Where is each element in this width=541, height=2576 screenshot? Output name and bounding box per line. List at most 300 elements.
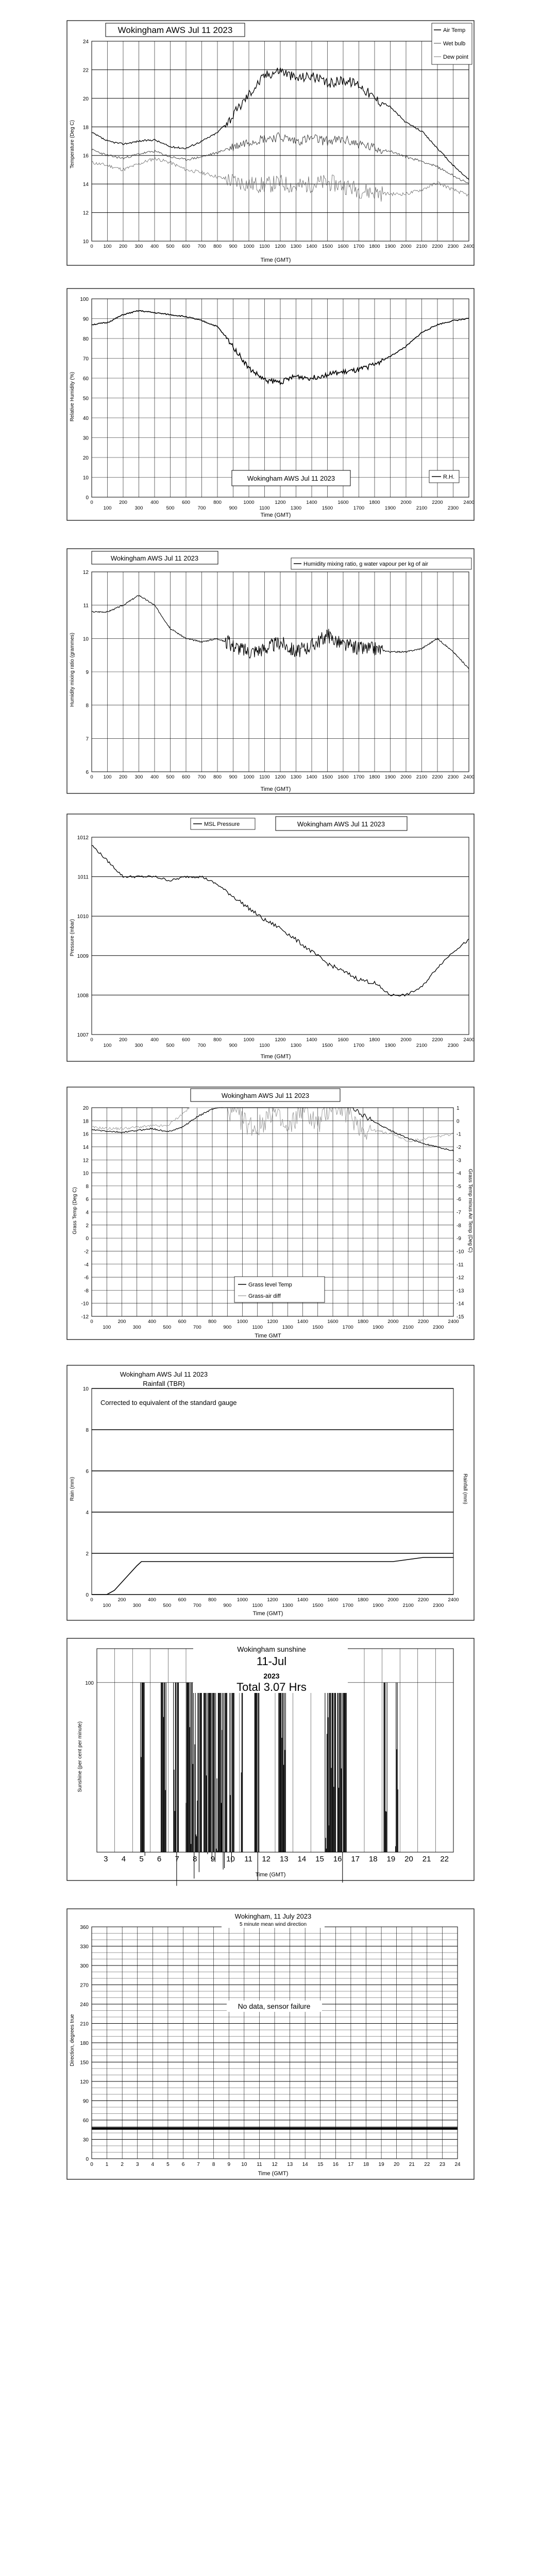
x-tick-label: 300	[134, 774, 143, 780]
x-tick-label: 2400	[463, 500, 475, 505]
x-tick-label: 2100	[402, 1603, 414, 1608]
x-tick-label: 2200	[432, 500, 443, 505]
x-tick-label: 1900	[384, 774, 396, 780]
x-tick-label: 0	[90, 1597, 93, 1603]
x-tick-label: 1800	[357, 1319, 369, 1325]
x-tick-label: 1600	[337, 1037, 349, 1043]
x-tick-label: 13	[287, 2162, 293, 2167]
y-tick-label: 12	[82, 1158, 89, 1164]
x-tick-label: 24	[454, 2162, 461, 2167]
x-tick-label: 700	[197, 774, 206, 780]
x-tick-label: 700	[197, 244, 206, 249]
y-tick-label: 10	[82, 1386, 89, 1392]
humidity-ylabel: Relative Humidity (%)	[70, 371, 75, 422]
x-tick-label: 3	[136, 2162, 139, 2167]
x-tick-label: 23	[439, 2162, 445, 2167]
x-tick-label: 300	[132, 1603, 141, 1608]
x-tick-label: 1200	[275, 774, 286, 780]
x-tick-label: 1300	[290, 1043, 302, 1048]
x-tick-label: 100	[103, 244, 112, 249]
x-tick-label: 1700	[353, 244, 365, 249]
y-tick-label: 20	[82, 96, 89, 102]
y-tick-label: 180	[80, 2041, 89, 2046]
x-tick-label: 8	[212, 2162, 215, 2167]
x-tick-label: 20	[404, 1855, 413, 1863]
legend-grass-diff: Grass-air diff	[248, 1293, 281, 1299]
x-tick-label: 5	[166, 2162, 170, 2167]
y2-tick-label: -4	[457, 1171, 461, 1177]
x-tick-label: 1900	[373, 1325, 384, 1330]
x-tick-label: 2400	[448, 1319, 459, 1325]
x-tick-label: 4	[121, 1855, 126, 1863]
y-tick-label: 6	[86, 1197, 89, 1203]
y-tick-label: 1010	[77, 914, 89, 920]
x-tick-label: 1100	[259, 505, 270, 511]
legend-pressure: MSL Pressure	[204, 821, 240, 827]
y-tick-label: 2	[86, 1223, 89, 1229]
rain-ylabel: Rain (mm)	[70, 1477, 75, 1501]
x-tick-label: 1400	[306, 1037, 317, 1043]
x-tick-label: 14	[302, 2162, 308, 2167]
x-tick-label: 300	[132, 1325, 141, 1330]
x-tick-label: 1100	[259, 1043, 270, 1048]
legend-mixing: Humidity mixing ratio, g water vapour per kg of air	[303, 561, 429, 567]
y-tick-label: 100	[80, 297, 89, 302]
x-tick-label: 1100	[252, 1325, 263, 1330]
x-tick-label: 200	[119, 774, 127, 780]
x-tick-label: 200	[119, 1037, 127, 1043]
x-tick-label: 100	[103, 505, 112, 511]
x-tick-label: 900	[229, 505, 238, 511]
x-tick-label: 21	[422, 1855, 431, 1863]
x-tick-label: 2400	[463, 244, 475, 249]
x-tick-label: 7	[175, 1855, 179, 1863]
y-tick-label: -8	[84, 1288, 89, 1294]
wind-subtitle: 5 minute mean wind direction	[239, 1922, 307, 1927]
y-tick-label: 150	[80, 2060, 89, 2066]
y-tick-label: 0	[86, 1236, 89, 1242]
y-tick-label: 20	[82, 455, 89, 461]
y-tick-label: 240	[80, 2002, 89, 2008]
x-tick-label: 2300	[447, 244, 459, 249]
y-tick-label: 2	[86, 1551, 89, 1557]
wind-title: Wokingham, 11 July 2023	[234, 1912, 312, 1920]
x-tick-label: 0	[90, 2162, 93, 2167]
y-tick-label: 9	[86, 670, 89, 675]
pressure-xlabel: Time (GMT)	[260, 1054, 291, 1060]
y-tick-label: 12	[82, 570, 89, 575]
y-tick-label: 18	[82, 125, 89, 131]
x-tick-label: 11	[257, 2162, 262, 2167]
y-tick-label: 1007	[77, 1032, 89, 1038]
x-tick-label: 7	[197, 2162, 200, 2167]
x-tick-label: 1900	[384, 1043, 396, 1048]
x-tick-label: 1000	[243, 1037, 255, 1043]
y-tick-label: -4	[84, 1262, 89, 1268]
x-tick-label: 500	[166, 774, 175, 780]
y-tick-label: -12	[81, 1314, 89, 1320]
y-tick-label: 120	[80, 2079, 89, 2085]
sunshine-date: 11-Jul	[256, 1655, 287, 1668]
x-tick-label: 9	[227, 2162, 231, 2167]
wind-xlabel: Time (GMT)	[258, 2171, 289, 2177]
x-tick-label: 1500	[322, 774, 333, 780]
x-tick-label: 300	[134, 244, 143, 249]
x-tick-label: 2000	[400, 774, 412, 780]
y2-tick-label: -2	[457, 1144, 461, 1150]
y2-tick-label: -12	[457, 1275, 464, 1281]
y-tick-label: 8	[86, 1183, 89, 1190]
y-tick-label: 90	[82, 2098, 89, 2105]
temperature-ylabel: Temperature (Deg C)	[70, 120, 75, 168]
y-tick-label: 11	[83, 603, 89, 609]
temperature-panel	[67, 21, 474, 265]
x-tick-label: 1800	[357, 1597, 369, 1603]
x-tick-label: 1100	[259, 774, 270, 780]
y-tick-label: 60	[82, 376, 89, 382]
grass-ylabel: Grass Temp (Deg C)	[72, 1187, 78, 1234]
y-tick-label: 0	[86, 1592, 89, 1598]
y2-tick-label: -5	[457, 1183, 461, 1190]
x-tick-label: 1500	[312, 1603, 324, 1608]
x-tick-label: 1200	[275, 500, 286, 505]
y-tick-label: 8	[86, 703, 89, 709]
x-tick-label: 2000	[400, 500, 412, 505]
y-tick-label: 14	[82, 182, 89, 188]
x-tick-label: 500	[163, 1325, 172, 1330]
x-tick-label: 2000	[400, 244, 412, 249]
y-tick-label: 80	[82, 336, 89, 342]
y-tick-label: 30	[82, 435, 89, 442]
x-tick-label: 1600	[337, 774, 349, 780]
wind-ylabel: Direction, degrees true	[70, 2014, 75, 2066]
y2-tick-label: -3	[457, 1158, 461, 1164]
x-tick-label: 16	[333, 1855, 342, 1863]
y-tick-label: 24	[82, 39, 89, 45]
x-tick-label: 1100	[259, 244, 270, 249]
y-tick-label: 18	[82, 1118, 89, 1125]
x-tick-label: 1800	[369, 244, 380, 249]
grass-xlabel: Time GMT	[255, 1333, 281, 1339]
x-tick-label: 900	[223, 1325, 232, 1330]
y-tick-label: 6	[86, 770, 89, 775]
y-tick-label: 1011	[77, 874, 89, 880]
rain-title: Wokingham AWS Jul 11 2023	[120, 1370, 208, 1378]
x-tick-label: 18	[368, 1855, 378, 1863]
x-tick-label: 19	[386, 1855, 396, 1863]
x-tick-label: 1900	[384, 505, 396, 511]
x-tick-label: 19	[378, 2162, 384, 2167]
x-tick-label: 600	[182, 244, 190, 249]
y-tick-label: 0	[86, 495, 89, 501]
y-tick-label: 16	[82, 153, 89, 159]
x-tick-label: 1200	[267, 1319, 278, 1325]
x-tick-label: 3	[104, 1855, 108, 1863]
x-tick-label: 600	[182, 500, 190, 505]
x-tick-label: 200	[119, 244, 127, 249]
x-tick-label: 1500	[322, 1043, 333, 1048]
x-tick-label: 1000	[243, 244, 255, 249]
x-tick-label: 2	[121, 2162, 124, 2167]
x-tick-label: 10	[226, 1855, 235, 1863]
x-tick-label: 1000	[236, 1597, 248, 1603]
legend-dew-point: Dew point	[443, 54, 468, 60]
y-tick-label: 14	[82, 1144, 89, 1150]
x-tick-label: 1900	[373, 1603, 384, 1608]
y-tick-label: 4	[86, 1210, 89, 1216]
x-tick-label: 8	[193, 1855, 197, 1863]
x-tick-label: 2100	[416, 1043, 428, 1048]
y-tick-label: 22	[82, 67, 89, 74]
temperature-title: Wokingham AWS Jul 11 2023	[117, 25, 233, 35]
x-tick-label: 21	[409, 2162, 415, 2167]
x-tick-label: 14	[297, 1855, 307, 1863]
rain-subtitle: Rainfall (TBR)	[143, 1380, 185, 1387]
y-tick-label: 10	[82, 239, 89, 245]
x-tick-label: 0	[90, 774, 93, 780]
y-tick-label: 330	[80, 1944, 89, 1950]
x-tick-label: 900	[229, 244, 238, 249]
x-tick-label: 0	[90, 1037, 93, 1043]
y2-tick-label: -9	[457, 1236, 461, 1242]
x-tick-label: 1300	[290, 244, 302, 249]
x-tick-label: 2400	[448, 1597, 459, 1603]
x-tick-label: 1500	[322, 244, 333, 249]
humidity-title: Wokingham AWS Jul 11 2023	[247, 474, 335, 482]
x-tick-label: 6	[181, 2162, 185, 2167]
x-tick-label: 200	[117, 1319, 126, 1325]
x-tick-label: 200	[119, 500, 127, 505]
x-tick-label: 1700	[353, 505, 365, 511]
x-tick-label: 1500	[312, 1325, 324, 1330]
grass-ylabel-right: Grass Temp minus Air Temp (Deg C)	[467, 1168, 473, 1253]
x-tick-label: 500	[166, 1043, 175, 1048]
x-tick-label: 0	[90, 1319, 93, 1325]
x-tick-label: 1400	[306, 500, 317, 505]
x-tick-label: 2300	[433, 1603, 444, 1608]
x-tick-label: 1700	[342, 1325, 353, 1330]
y2-tick-label: -13	[457, 1288, 464, 1294]
legend-wet-bulb: Wet bulb	[443, 41, 466, 47]
x-tick-label: 15	[315, 1855, 324, 1863]
y-tick-label: 90	[82, 316, 89, 323]
x-tick-label: 1300	[282, 1603, 293, 1608]
legend-air-temp: Air Temp	[443, 27, 466, 33]
y-tick-label: 360	[80, 1925, 89, 1930]
x-tick-label: 20	[394, 2162, 400, 2167]
x-tick-label: 2400	[463, 774, 475, 780]
x-tick-label: 800	[213, 244, 222, 249]
x-tick-label: 600	[178, 1597, 187, 1603]
x-tick-label: 200	[117, 1597, 126, 1603]
x-tick-label: 1000	[243, 774, 255, 780]
x-tick-label: 2200	[432, 1037, 443, 1043]
x-tick-label: 900	[229, 1043, 238, 1048]
x-tick-label: 600	[182, 774, 190, 780]
x-tick-label: 11	[244, 1855, 252, 1863]
x-tick-label: 400	[148, 1319, 156, 1325]
y-tick-label: 6	[86, 1469, 89, 1475]
pressure-ylabel: Pressure (mbar)	[70, 919, 75, 957]
x-tick-label: 22	[440, 1855, 449, 1863]
x-tick-label: 2200	[417, 1319, 429, 1325]
y2-tick-label: -15	[457, 1314, 464, 1320]
y-tick-label: 1009	[77, 953, 89, 959]
x-tick-label: 700	[193, 1325, 201, 1330]
legend-rh: R.H.	[443, 474, 454, 480]
x-tick-label: 2000	[400, 1037, 412, 1043]
y-tick-label: 1012	[77, 835, 89, 841]
y-tick-label: -2	[84, 1249, 89, 1255]
x-tick-label: 300	[134, 505, 143, 511]
wind-note: No data, sensor failure	[238, 2002, 311, 2010]
temperature-xlabel: Time (GMT)	[260, 257, 291, 263]
y-tick-label: -10	[81, 1301, 89, 1307]
x-tick-label: 17	[348, 2162, 354, 2167]
y2-tick-label: -10	[457, 1249, 464, 1255]
x-tick-label: 1700	[353, 1043, 365, 1048]
x-tick-label: 800	[213, 774, 222, 780]
x-tick-label: 2200	[417, 1597, 429, 1603]
x-tick-label: 10	[241, 2162, 247, 2167]
x-tick-label: 1700	[342, 1603, 353, 1608]
x-tick-label: 100	[103, 1043, 112, 1048]
x-tick-label: 2100	[402, 1325, 414, 1330]
x-tick-label: 1400	[306, 774, 317, 780]
y-tick-label: 16	[82, 1131, 89, 1138]
y-tick-label: 60	[82, 2118, 89, 2124]
x-tick-label: 500	[166, 244, 175, 249]
x-tick-label: 15	[317, 2162, 324, 2167]
y-tick-label: 1008	[77, 993, 89, 999]
x-tick-label: 2000	[387, 1319, 399, 1325]
x-tick-label: 1300	[290, 505, 302, 511]
y2-tick-label: -7	[457, 1210, 461, 1216]
y-tick-label: -6	[84, 1275, 89, 1281]
x-tick-label: 2300	[447, 774, 459, 780]
sunshine-year: 2023	[263, 1672, 280, 1680]
x-tick-label: 500	[163, 1603, 172, 1608]
pressure-title: Wokingham AWS Jul 11 2023	[297, 820, 385, 828]
x-tick-label: 100	[103, 1603, 111, 1608]
x-tick-label: 1300	[290, 774, 302, 780]
x-tick-label: 800	[213, 500, 222, 505]
x-tick-label: 2400	[463, 1037, 475, 1043]
x-tick-label: 700	[197, 505, 206, 511]
x-tick-label: 1700	[353, 774, 365, 780]
x-tick-label: 700	[193, 1603, 201, 1608]
x-tick-label: 400	[150, 1037, 159, 1043]
x-tick-label: 1900	[384, 244, 396, 249]
sunshine-ylabel: Sunshine (per cent per minute)	[77, 1721, 83, 1792]
x-tick-label: 600	[182, 1037, 190, 1043]
x-tick-label: 1400	[297, 1319, 309, 1325]
legend-grass-temp: Grass level Temp	[248, 1282, 292, 1288]
x-tick-label: 4	[151, 2162, 155, 2167]
x-tick-label: 2100	[416, 505, 428, 511]
x-tick-label: 1500	[322, 505, 333, 511]
x-tick-label: 1400	[306, 244, 317, 249]
x-tick-label: 2200	[432, 244, 443, 249]
x-tick-label: 1000	[243, 500, 255, 505]
y2-tick-label: -11	[457, 1262, 464, 1268]
x-tick-label: 1600	[337, 500, 349, 505]
rain-xlabel: Time (GMT)	[252, 1611, 283, 1617]
x-tick-label: 2300	[447, 505, 459, 511]
rain-ylabel-right: Rainfall (mm)	[462, 1473, 468, 1504]
y2-tick-label: -14	[457, 1301, 464, 1307]
x-tick-label: 800	[208, 1319, 216, 1325]
y-tick-label: 270	[80, 1982, 89, 1989]
y-tick-label: 300	[80, 1963, 89, 1969]
y-tick-label: 10	[82, 475, 89, 481]
x-tick-label: 1200	[275, 1037, 286, 1043]
y-tick-label: 70	[82, 356, 89, 362]
y2-tick-label: -6	[457, 1197, 461, 1203]
y2-tick-label: 0	[457, 1118, 460, 1125]
x-tick-label: 1100	[252, 1603, 263, 1608]
x-tick-label: 1800	[369, 500, 380, 505]
y-tick-label: 4	[86, 1510, 89, 1516]
x-tick-label: 400	[150, 500, 159, 505]
x-tick-label: 12	[272, 2162, 278, 2167]
x-tick-label: 300	[134, 1043, 143, 1048]
x-tick-label: 1	[105, 2162, 109, 2167]
x-tick-label: 2300	[433, 1325, 444, 1330]
x-tick-label: 9	[210, 1855, 215, 1863]
x-tick-label: 2200	[432, 774, 443, 780]
x-tick-label: 1800	[369, 774, 380, 780]
x-tick-label: 800	[208, 1597, 216, 1603]
y-tick-label: 0	[86, 2157, 89, 2162]
x-tick-label: 2300	[447, 1043, 459, 1048]
x-tick-label: 400	[150, 244, 159, 249]
x-tick-label: 1300	[282, 1325, 293, 1330]
x-tick-label: 1600	[327, 1597, 339, 1603]
y-tick-label: 10	[82, 1171, 89, 1177]
humidity-xlabel: Time (GMT)	[260, 512, 291, 518]
y-tick-label: 50	[82, 396, 89, 402]
y-tick-label: 10	[82, 636, 89, 642]
y-tick-label: 40	[82, 416, 89, 421]
x-tick-label: 2100	[416, 244, 428, 249]
y2-tick-label: 1	[457, 1106, 460, 1111]
x-tick-label: 1000	[236, 1319, 248, 1325]
sunshine-xlabel: Time (GMT)	[255, 1872, 286, 1878]
sunshine-title: Wokingham sunshine	[237, 1645, 306, 1653]
mixing-xlabel: Time (GMT)	[260, 786, 291, 792]
x-tick-label: 0	[90, 244, 93, 249]
mixing-panel	[67, 549, 474, 793]
x-tick-label: 13	[279, 1855, 289, 1863]
y-tick-label: 30	[82, 2137, 89, 2143]
x-tick-label: 1200	[275, 244, 286, 249]
x-tick-label: 18	[363, 2162, 369, 2167]
y2-tick-label: -1	[457, 1131, 461, 1138]
pressure-panel	[67, 814, 474, 1061]
x-tick-label: 2100	[416, 774, 428, 780]
sunshine-total: Total 3.07 Hrs	[236, 1681, 307, 1693]
x-tick-label: 900	[223, 1603, 232, 1608]
x-tick-label: 400	[150, 774, 159, 780]
x-tick-label: 22	[424, 2162, 430, 2167]
x-tick-label: 6	[157, 1855, 162, 1863]
x-tick-label: 16	[332, 2162, 339, 2167]
y-tick-label: 7	[86, 736, 89, 742]
x-tick-label: 1800	[369, 1037, 380, 1043]
x-tick-label: 1200	[267, 1597, 278, 1603]
x-tick-label: 900	[229, 774, 238, 780]
